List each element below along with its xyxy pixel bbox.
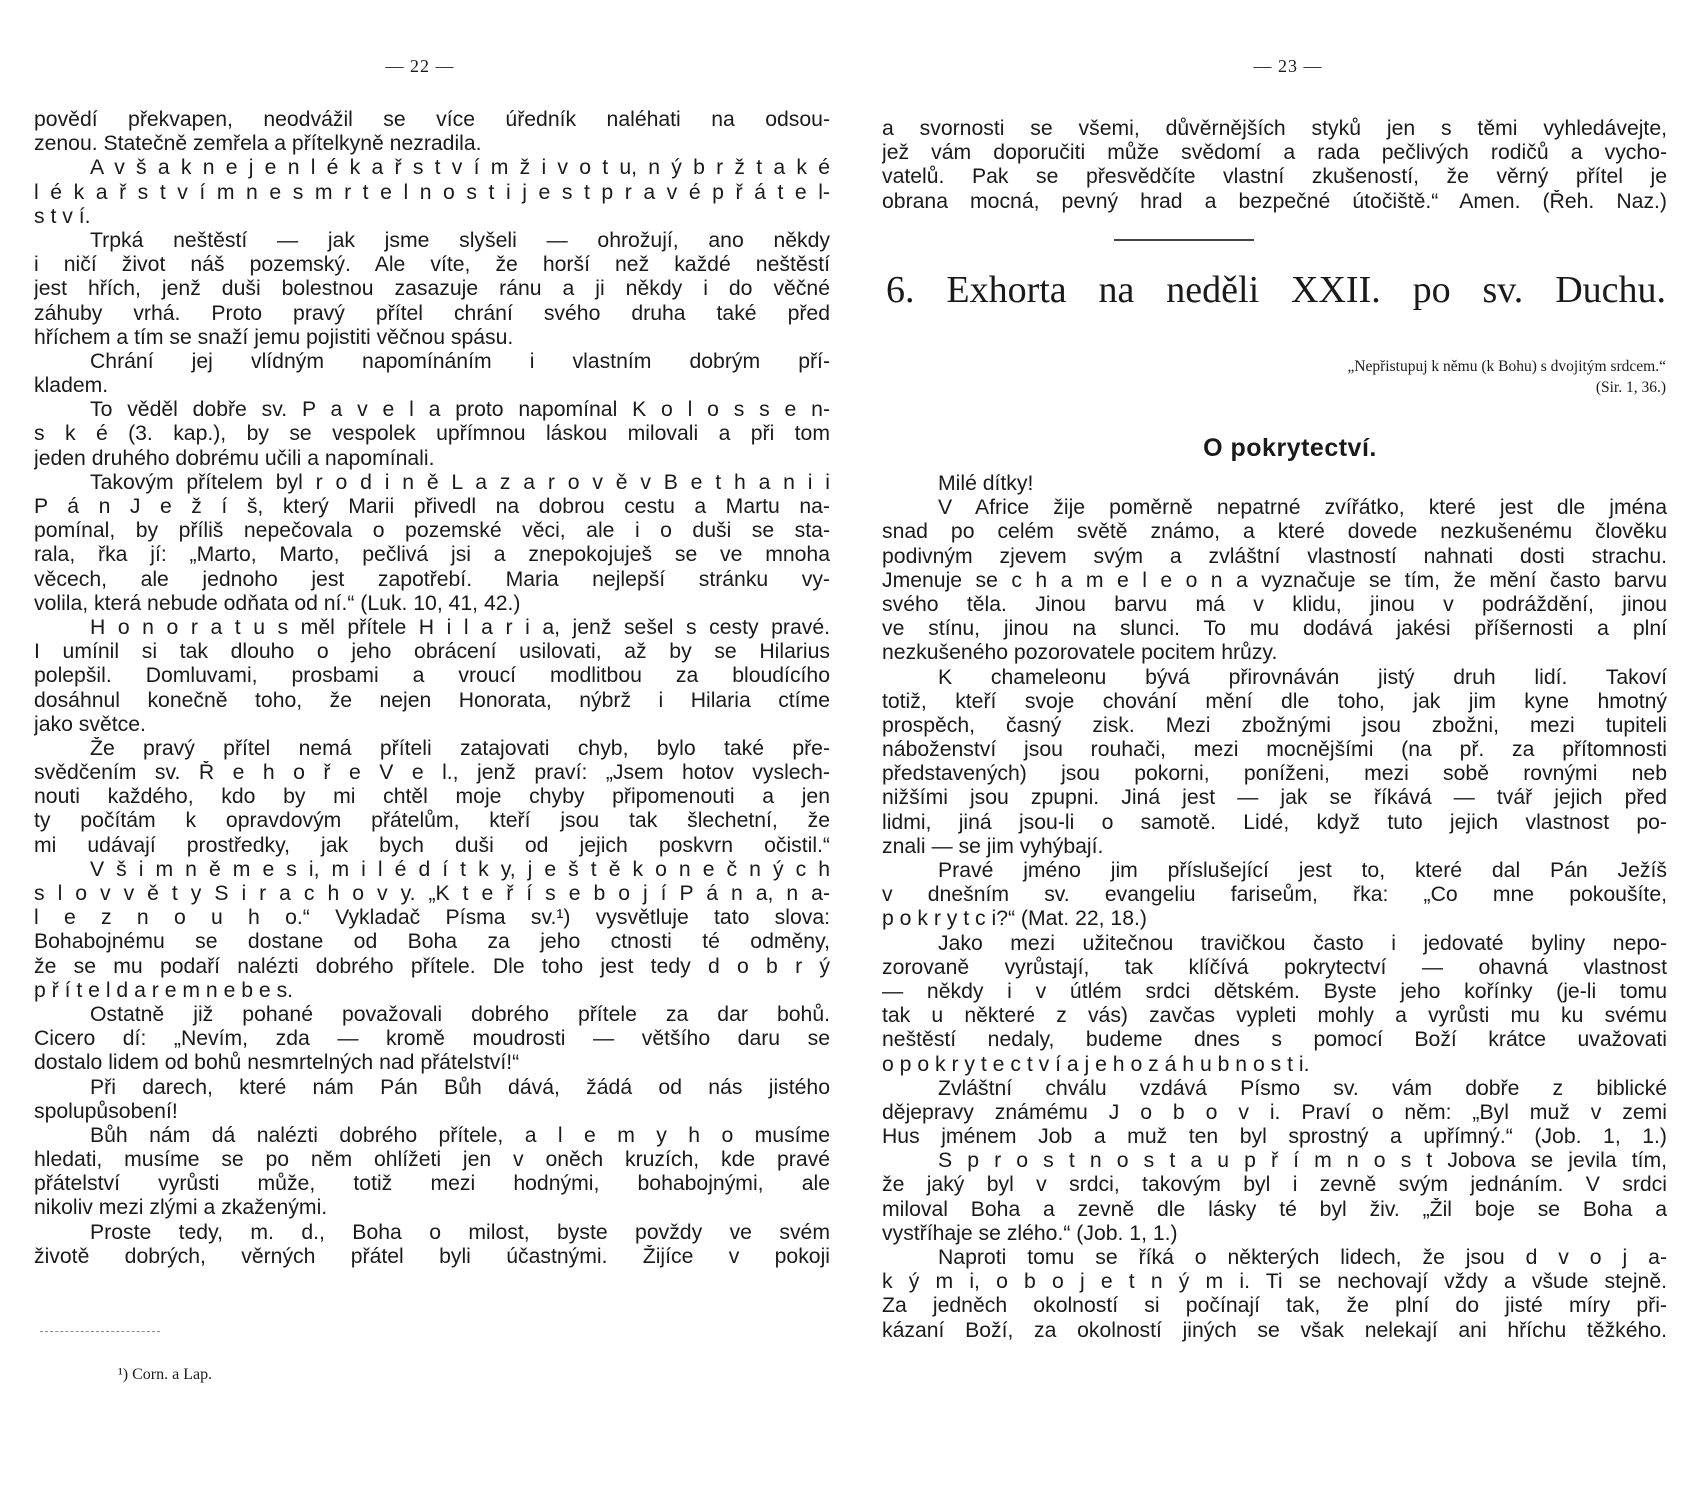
text-line: p o k r y t c i?“ (Mat. 22, 18.) (882, 907, 1147, 931)
text-line: že se mu podaří nalézti dobrého přítele. Dle toho jest tedy d o b r ý (34, 954, 830, 978)
text-line: k ý m i, o b o j e t n ý m i. Ti se nechovají vždy a všude stejně. (882, 1270, 1667, 1294)
text-line: věcech, ale jednoho jest zapotřebí. Maria nejlepší stránku vy- (34, 567, 830, 591)
text-line: nikoliv mezi zlými a zkaženými. (34, 1196, 328, 1220)
right-page-top-body (882, 117, 1667, 214)
text-line: Že pravý přítel nemá příteli zatajovati chyb, bylo také pře- (90, 736, 830, 760)
text-line: přátelství vyrůsti může, totiž mezi hodnými, bohabojnými, ale (34, 1172, 830, 1196)
text-line: náboženství jsou rouhači, mezi mocnějšími (na př. za přítomnosti (882, 738, 1667, 762)
right-page-body (882, 472, 1667, 1343)
text-line: K chameleonu bývá přirovnáván jistý druh lidí. Takoví (938, 665, 1667, 689)
text-line: snad po celém světě známo, a které dovede nezkušenému člověku (882, 520, 1667, 544)
text-line: V Africe žije poměrně nepatrné zvířátko, které jest dle jména (938, 496, 1667, 520)
text-line: Trpká neštěstí — jak jsme slyšeli — ohrožují, ano někdy (90, 228, 830, 252)
footnote-divider (40, 1331, 160, 1332)
text-line: Proste tedy, m. d., Boha o milost, byste povždy ve svém (90, 1220, 830, 1244)
text-line: Hus jménem Job a muž ten byl sprostný a upřímný.“ (Job. 1, 1.) (882, 1125, 1667, 1149)
text-line: V š i m n ě m e s i, m i l é d í t k y, j e š t ě k o n e č n ý c h (90, 857, 830, 881)
section-divider (1114, 239, 1254, 241)
text-line: ve stínu, jinou na slunci. To mu dodává jakési příšernosti a plní (882, 617, 1667, 641)
text-line: l e z n o u h o.“ Vykladač Písma sv.¹) vysvětluje tato slova: (34, 906, 830, 930)
text-line: s t v í. (34, 204, 91, 228)
text-line: tak u některé z vás) zavčas vypleti mohly a vyrůsti mu ku svému (882, 1004, 1667, 1028)
text-line: znali — se jim vyhýbají. (882, 834, 1104, 858)
text-line: H o n o r a t u s měl přítele H i l a r i a, jenž sešel s cesty pravé. (90, 615, 830, 639)
text-line: mi udávají prostředky, jak bych duši od jejich poskvrn očistil.“ (34, 833, 830, 857)
text-line: dějepravy známému J o b o v i. Praví o něm: „Byl muž v zemi (882, 1100, 1667, 1124)
text-line: i ničí život náš pozemský. Ale víte, že horší než každé neštěstí (34, 253, 830, 277)
text-line: I umínil si tak dlouho o jeho obrácení usilovati, až by se Hilarius (34, 640, 830, 664)
text-line: Milé dítky! (938, 472, 1034, 495)
text-line: svého těla. Jinou barvu má v klidu, jinou v podráždění, jinou (882, 592, 1667, 616)
text-line: prospěch, časný zisk. Mezi zbožnými jsou zbožni, mezi tupiteli (882, 713, 1667, 737)
text-line: polepšil. Domluvami, prosbami a vroucí modlitbou za bloudícího (34, 664, 830, 688)
text-line: Bohabojnému se dostane od Boha za jeho ctnosti té odměny, (34, 930, 830, 954)
text-line: dostalo lidem od bohů nesmrtelných nad přátelství!“ (34, 1051, 520, 1075)
text-line: představených) jsou pokorni, poníženi, mezi sobě rovnými neb (882, 762, 1667, 786)
text-line: ty počítám k opravdovým přátelům, kteří jsou tak šlechetní, že (34, 809, 830, 833)
text-line: v dnešním sv. evangeliu fariseům, řka: „Co mne pokoušíte, (882, 883, 1667, 907)
text-line: zorovaně vyrůstají, tak klíčívá pokrytectví — ohavná vlastnost (882, 955, 1667, 979)
text-line: nižšími jsou zpupni. Jiná jest — jak se říkává — tvář jejich před (882, 786, 1667, 810)
text-line: A v š a k n e j e n l é k a ř s t v í m ž i v o t u, n ý b r ž t a k é (90, 156, 830, 180)
text-line: dosáhnul konečně toho, že nejen Honorata, nýbrž i Hilaria ctíme (34, 688, 830, 712)
text-line: o p o k r y t e c t v í a j e h o z á h u b n o s t i. (882, 1052, 1310, 1076)
text-line: rala, řka jí: „Marto, Marto, pečlivá jsi a znepokojuješ se ve mnoha (34, 543, 830, 567)
page-number: — 22 — (385, 56, 455, 76)
text-line: Jmenuje se c h a m e l e o n a vyznačuje se tím, že mění často barvu (882, 568, 1667, 592)
text-line: nezkušeného pozorovatele pocitem hrůzy. (882, 641, 1278, 665)
text-line: že jaký byl v srdci, takovým byl i zevně svým jednáním. V srdci (882, 1173, 1667, 1197)
text-line: jeden druhého dobrému učili a napomínali. (34, 446, 435, 470)
text-line: podivným zjevem svým a zvláštní vlastností nahnati dosti strachu. (882, 544, 1667, 568)
text-line: S p r o s t n o s t a u p ř í m n o s t Jobova se jevila tím, (938, 1149, 1667, 1173)
text-line: s l o v v ě t y S i r a c h o v y. „K t e ř í s e b o j í P á n a, n a- (34, 882, 830, 905)
text-line: kázaní Boží, za okolností jiných se však nelekají ani hříchu těžkého. (882, 1318, 1667, 1342)
text-line: Bůh nám dá nalézti dobrého přítele, a l e m y h o musíme (90, 1123, 830, 1147)
text-line: Za jedněch okolností si počínají tak, že plní do jisté míry při- (882, 1294, 1667, 1318)
text-line: — někdy i v útlém srdci dětském. Byste jeho kořínky (je-li tomu (882, 979, 1667, 1003)
text-line: pomínal, by příliš nepečovala o pozemské věci, ale i o duši se sta- (34, 519, 830, 543)
text-line: Takovým přítelem byl r o d i n ě L a z a r o v ě v B e t h a n i i (90, 470, 830, 494)
text-line: hledati, musíme se po něm ohlížeti jen v oněch kruzích, kde pravé (34, 1148, 830, 1172)
text-line: jež vám doporučiti může svědomí a rada pečlivých rodičů a vycho- (882, 141, 1667, 165)
text-line: lidmi, jiná jsou-li o samotě. Lidé, když tuto jejich vlastnost po- (882, 810, 1667, 834)
text-line: Při darech, které nám Pán Bůh dává, žádá od nás jistého (90, 1075, 830, 1099)
text-line: s k é (3. kap.), by se vespolek upřímnou láskou milovali a při tom (34, 422, 830, 446)
left-page-body (34, 108, 830, 1269)
text-line: svědčením sv. Ř e h o ř e V e l., jenž praví: „Jsem hotov vyslech- (34, 761, 830, 785)
text-line: vystříhaje se zlého.“ (Job. 1, 1.) (882, 1221, 1178, 1245)
text-line: životě dobrých, věrných přátel byli účastnými. Žijíce v pokoji (34, 1244, 830, 1268)
text-line: p ř í t e l d a r e m n e b e s. (34, 978, 294, 1002)
motto-source: (Sir. 1, 36.) (1595, 379, 1666, 396)
text-line: To věděl dobře sv. P a v e l a proto napomínal K o l o s s e n- (90, 398, 830, 422)
motto (1000, 356, 1666, 398)
text-line: nouti každého, kdo by mi chtěl moje chyby připomenouti a jen (34, 785, 830, 809)
text-line: hříchem a tím se snaží jemu pojistiti věčnou spásu. (34, 325, 514, 349)
text-line: neštěstí nedaly, budeme dnes s pomocí Boží krátce uvažovati (882, 1028, 1667, 1052)
text-line: volila, která nebude odňata od ní.“ (Luk. 10, 41, 42.) (34, 591, 521, 615)
text-line: Cicero dí: „Nevím, zda — kromě moudrosti — většího daru se (34, 1027, 830, 1051)
text-line: spolupůsobení! (34, 1099, 178, 1123)
text-line: Ostatně již pohané považovali dobrého přítele za dar bohů. (90, 1002, 830, 1026)
text-line: záhuby vrhá. Proto pravý přítel chrání svého druha také před (34, 301, 830, 325)
text-line: miloval Boha a zevně dle lásky té byl živ. „Žil boje se Boha a (882, 1197, 1667, 1221)
text-line: l é k a ř s t v í m n e s m r t e l n o s t i j e s t p r a v é p ř á t e l- (34, 180, 830, 204)
footnote: ¹) Corn. a Lap. (118, 1366, 213, 1383)
text-line: Pravé jméno jim příslušející jest to, které dal Pán Ježíš (938, 859, 1667, 882)
text-line: povědí překvapen, neodvážil se více úředník naléhati na odsou- (34, 108, 830, 131)
text-line: Zvláštní chválu vzdává Písmo sv. vám dobře z biblické (938, 1076, 1667, 1100)
text-line: zenou. Statečně zemřela a přítelkyně nezradila. (34, 132, 482, 156)
page-number: — 23 — (1253, 56, 1323, 76)
text-line: jest hřích, jenž duši bolestnou zasazuje ránu a ji někdy i do věčné (34, 277, 830, 301)
section-title: O pokrytectví. (1203, 434, 1377, 462)
text-line: P á n J e ž í š, který Marii přivedl na dobrou cestu a Martu na- (34, 495, 830, 518)
text-line: a svornosti se všemi, důvěrnějších styků jen s těmi vyhledávejte, (882, 117, 1667, 140)
exhortation-title: 6. Exhorta na neděli XXII. po sv. Duchu. (886, 269, 1666, 311)
text-line: kladem. (34, 374, 109, 398)
text-line: Jako mezi užitečnou travičkou často i jedovaté byliny nepo- (938, 931, 1667, 955)
text-line: Naproti tomu se říká o některých lidech, že jsou d v o j a- (938, 1246, 1667, 1269)
text-line: obrana mocná, pevný hrad a bezpečné útočiště.“ Amen. (Řeh. Naz.) (882, 189, 1667, 213)
text-line: vatelů. Pak se přesvědčíte vlastní zkušeností, že věrný přítel je (882, 165, 1667, 189)
text-line: totiž, kteří svoje chování mění dle toho, jak jim kyne hmotný (882, 689, 1667, 713)
text-line: Chrání jej vlídným napomínáním i vlastním dobrým pří- (90, 349, 830, 373)
text-line: jako světce. (34, 712, 146, 736)
motto-quote: „Nepřistupuj k němu (k Bohu) s dvojitým srdcem.“ (1347, 358, 1666, 375)
